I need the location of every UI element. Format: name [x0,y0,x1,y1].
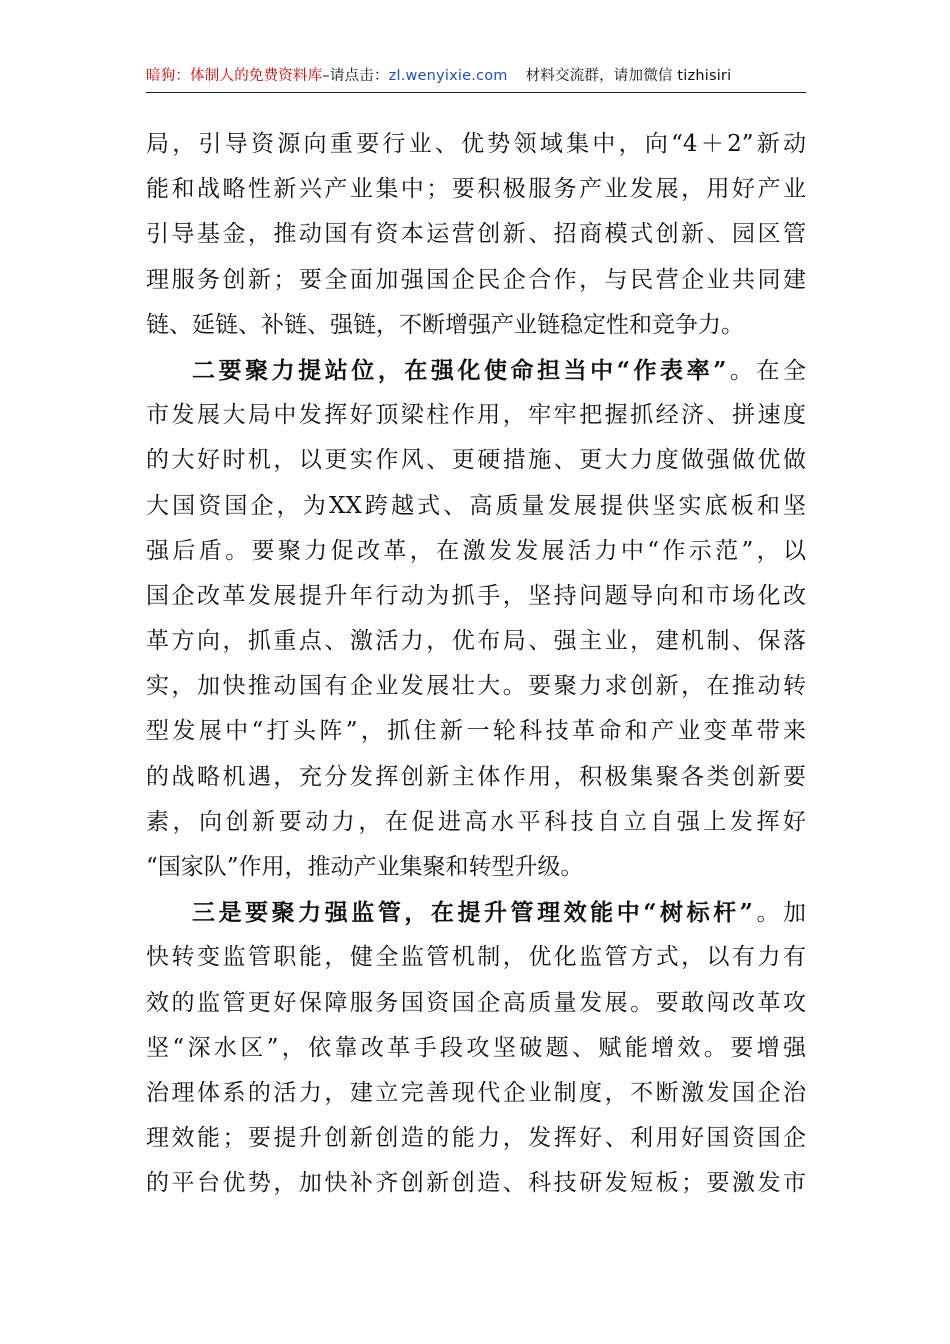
text-line: 治理体系的活力，建立完善现代企业制度，不断激发国企治 [146,1079,806,1106]
header-site-name: 暗狗：体制人的免费资料库 [146,68,323,84]
text-line: 理效能；要提升创新创造的能力，发挥好、利用好国资国企 [146,1125,806,1152]
paragraph-heading: 三是要聚力强监管，在提升管理效能中“树标杆” [192,899,753,927]
text-line: 快转变监管职能，健全监管机制，优化监管方式，以有力有 [146,944,806,971]
heading-continuation: 。在全 [726,357,806,384]
paragraph-first-line [146,890,806,935]
paragraph-heading: 二要聚力提站位，在强化使命担当中“作表率” [192,356,727,384]
text-line: 的大好时机，以更实作风、更硬措施、更大力度做强做优做 [146,447,806,474]
text-line: 型发展中“打头阵”，抓住新一轮科技革命和产业变革带来 [146,718,806,745]
text-line: 能和战略性新兴产业集中；要积极服务产业发展，用好产业 [146,176,806,203]
text-line: 的战略机遇，充分发挥创新主体作用，积极集聚各类创新要 [146,763,806,790]
header-url-link[interactable]: zl.wenyixie.com [388,68,508,84]
text-line: 强后盾。要聚力促改革，在激发发展活力中“作示范”，以 [146,537,806,564]
text-line: 链、延链、补链、强链，不断增强产业链稳定性和竞争力。 [146,311,744,338]
text-line: 大国资国企，为XX跨越式、高质量发展提供坚实底板和坚 [146,492,806,519]
document-header [146,66,806,86]
paragraph-3 [146,890,806,1206]
text-line: 效的监管更好保障服务国资国企高质量发展。要敢闯改革攻 [146,989,806,1016]
text-line: 的平台优势，加快补齐创新创造、科技研发短板；要激发市 [146,1170,806,1197]
document-body [146,122,806,1207]
text-line: 理服务创新；要全面加强国企民企合作，与民营企业共同建 [146,266,806,293]
heading-continuation: 。加 [752,900,806,927]
paragraph-2 [146,348,806,890]
paragraph-1 [146,122,806,348]
text-line: 国企改革发展提升年行动为抓手，坚持问题导向和市场化改 [146,582,806,609]
text-line: 革方向，抓重点、激活力，优布局、强主业，建机制、保落 [146,628,806,655]
text-line: 市发展大局中发挥好顶梁柱作用，牢牢把握抓经济、拼速度 [146,402,806,429]
header-group-note: 材料交流群，请加微信 tizhisiri [525,68,732,84]
text-line: “国家队”作用，推动产业集聚和转型升级。 [146,854,584,880]
text-line: 素，向创新要动力，在促进高水平科技自立自强上发挥好 [146,808,806,835]
text-line: 坚“深水区”，依靠改革手段攻坚破题、赋能增效。要增强 [146,1034,806,1061]
text-line: 实，加快推动国有企业发展壮大。要聚力求创新，在推动转 [146,673,806,700]
header-click-prompt: –请点击： [322,68,389,84]
text-line: 局，引导资源向重要行业、优势领域集中，向“4＋2”新动 [146,131,806,157]
paragraph-first-line [146,348,806,393]
header-divider [146,92,806,93]
text-line: 引导基金，推动国有资本运营创新、招商模式创新、园区管 [146,221,806,248]
